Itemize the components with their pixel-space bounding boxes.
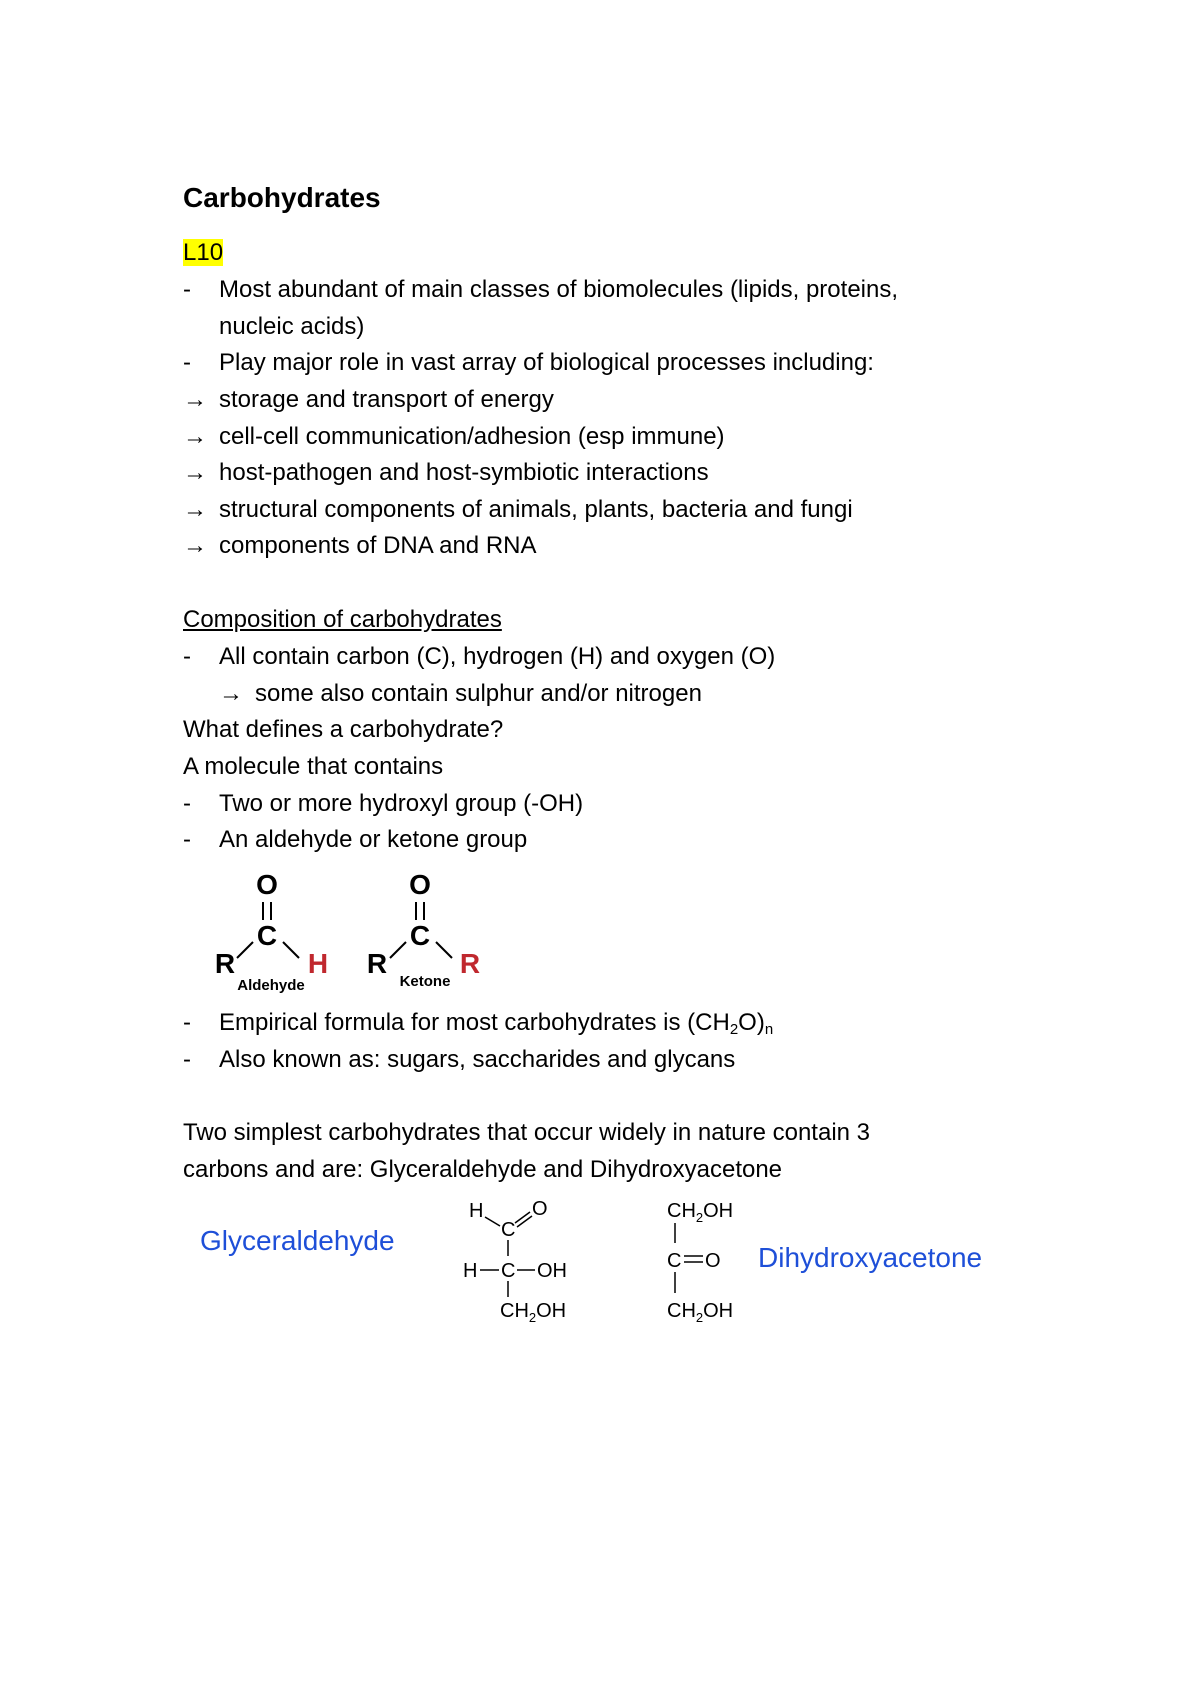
glyceraldehyde-h-top: H xyxy=(469,1200,484,1222)
arrow-item xyxy=(183,531,537,561)
composition-heading: Composition of carbohydrates xyxy=(183,606,502,633)
aldehyde-structure xyxy=(215,869,328,993)
dihydroxyacetone-structure xyxy=(667,1200,982,1325)
ketone-r-group-2: R xyxy=(459,948,481,979)
arrow-icon: → xyxy=(219,680,243,707)
ketone-caption: Ketone xyxy=(399,973,451,990)
bond-line xyxy=(485,1217,500,1226)
aldehyde-hydrogen: H xyxy=(307,948,329,979)
arrow-icon: → xyxy=(183,496,207,523)
glyceraldehyde-label: Glyceraldehyde xyxy=(200,1225,395,1256)
bullet-dash: - xyxy=(183,643,191,670)
ketone-carbon: C xyxy=(409,920,431,951)
formula-subscript-n: n xyxy=(764,1021,774,1038)
definition-bullet-2-text: An aldehyde or ketone group xyxy=(219,826,528,853)
aldehyde-r-group: R xyxy=(214,948,236,979)
intro-bullet-1 xyxy=(183,275,898,305)
composition-sub-arrow-text: some also contain sulphur and/or nitrogen xyxy=(255,680,702,707)
bullet-dash: - xyxy=(183,1046,191,1073)
aka-bullet xyxy=(183,1045,735,1075)
definition-bullet-1-text: Two or more hydroxyl group (-OH) xyxy=(219,790,584,817)
aldehyde-ketone-diagram xyxy=(205,858,495,993)
intro-bullet-1-cont: nucleic acids) xyxy=(219,313,365,340)
dihydroxyacetone-label: Dihydroxyacetone xyxy=(758,1242,983,1273)
arrow-item xyxy=(183,422,725,452)
arrow-icon: → xyxy=(183,423,207,450)
bond-line xyxy=(436,942,452,958)
arrow-item xyxy=(183,385,554,415)
glyceraldehyde-c1: C xyxy=(501,1219,516,1241)
aka-text: Also known as: sugars, saccharides and glycans xyxy=(219,1046,736,1073)
glyceraldehyde-c2: C xyxy=(501,1260,516,1282)
ketone-structure xyxy=(367,869,480,990)
dihydroxyacetone-ch2oh-bottom: $CH_2OH$ xyxy=(667,1300,734,1325)
aldehyde-caption: Aldehyde xyxy=(237,977,305,993)
arrow-icon: → xyxy=(183,459,207,486)
simplest-line-1: Two simplest carbohydrates that occur widely in nature contain 3 xyxy=(183,1119,871,1146)
arrow-item-text: components of DNA and RNA xyxy=(219,532,537,559)
glyceraldehyde-ch2oh: $CH_2OH$ xyxy=(500,1300,567,1325)
bond-line xyxy=(515,1212,530,1223)
arrow-item xyxy=(183,495,853,525)
definition-bullet-2 xyxy=(183,825,527,855)
definition-bullet-1 xyxy=(183,789,583,819)
definition-question: What defines a carbohydrate? xyxy=(183,716,504,743)
page-title: Carbohydrates xyxy=(183,182,381,213)
bond-line xyxy=(237,942,253,958)
formula-middle: O) xyxy=(738,1009,765,1036)
formula-bullet xyxy=(183,1008,773,1045)
dihydroxyacetone-ch2oh-top: $CH_2OH$ xyxy=(667,1200,734,1225)
intro-bullet-2-text: Play major role in vast array of biological processes including: xyxy=(219,349,874,376)
glyceraldehyde-structure xyxy=(200,1198,567,1325)
simple-sugars-diagram xyxy=(195,1190,1025,1330)
formula-subscript-2: 2 xyxy=(729,1021,739,1038)
formula-prefix: Empirical formula for most carbohydrates is (CH xyxy=(219,1009,730,1036)
glyceraldehyde-oxygen: O xyxy=(532,1198,548,1220)
glyceraldehyde-oh: OH xyxy=(537,1260,567,1282)
arrow-item-text: cell-cell communication/adhesion (esp immune) xyxy=(219,423,725,450)
arrow-item-text: storage and transport of energy xyxy=(219,386,554,413)
bond-line xyxy=(283,942,299,958)
intro-bullet-1-text: Most abundant of main classes of biomolecules (lipids, proteins, xyxy=(219,276,899,303)
arrow-item-text: host-pathogen and host-symbiotic interactions xyxy=(219,459,709,486)
bullet-dash: - xyxy=(183,349,191,376)
dihydroxyacetone-carbon: C xyxy=(667,1250,682,1272)
bullet-dash: - xyxy=(183,826,191,853)
simplest-line-2: carbons and are: Glyceraldehyde and Dihydroxyacetone xyxy=(183,1156,783,1183)
bond-line xyxy=(517,1216,532,1227)
composition-sub-arrow xyxy=(219,679,702,709)
definition-lead: A molecule that contains xyxy=(183,753,444,780)
aldehyde-carbon: C xyxy=(256,920,278,951)
lecture-tag xyxy=(183,238,223,268)
composition-bullet-1-text: All contain carbon (C), hydrogen (H) and oxygen (O) xyxy=(219,643,776,670)
dihydroxyacetone-oxygen: O xyxy=(705,1250,721,1272)
lecture-tag-highlight: L10 xyxy=(183,239,224,266)
bullet-dash: - xyxy=(183,1009,191,1036)
intro-bullet-2 xyxy=(183,348,874,378)
composition-bullet-1 xyxy=(183,642,775,672)
bullet-dash: - xyxy=(183,790,191,817)
aldehyde-oxygen: O xyxy=(256,869,278,900)
arrow-icon: → xyxy=(183,532,207,559)
ketone-oxygen: O xyxy=(409,869,431,900)
arrow-icon: → xyxy=(183,386,207,413)
ketone-r-group-1: R xyxy=(366,948,388,979)
arrow-item-text: structural components of animals, plants, bacteria and fungi xyxy=(219,496,853,523)
bullet-dash: - xyxy=(183,276,191,303)
arrow-item xyxy=(183,458,709,488)
bond-line xyxy=(390,942,406,958)
glyceraldehyde-h-left: H xyxy=(463,1260,478,1282)
